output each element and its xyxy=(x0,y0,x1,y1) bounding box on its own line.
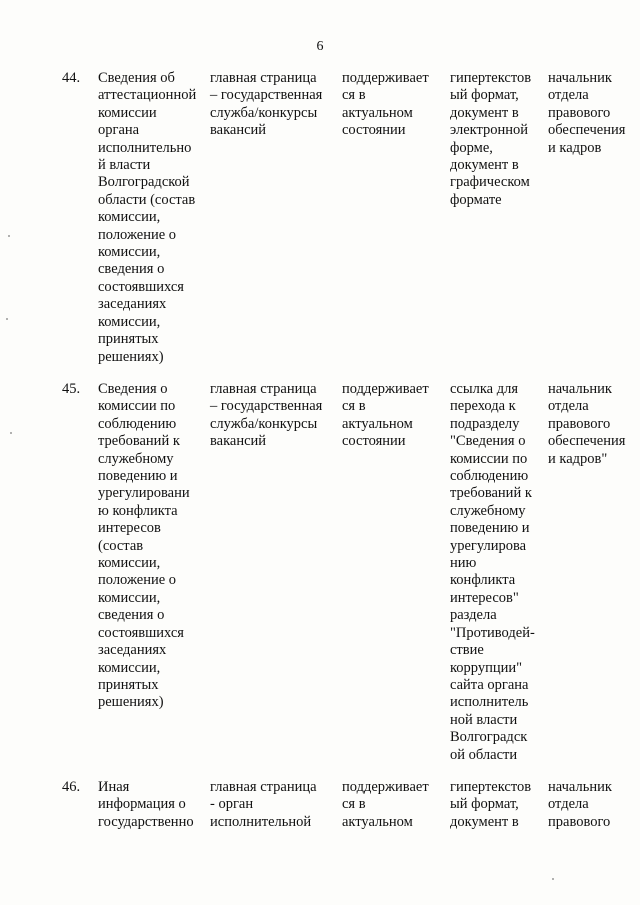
update-period-cell xyxy=(342,779,448,831)
cell-line: комиссии по xyxy=(98,398,176,415)
format-cell xyxy=(450,70,548,209)
cell-line: ый формат, xyxy=(450,87,519,104)
cell-line: положение о xyxy=(98,226,177,243)
format-cell xyxy=(450,381,548,764)
cell-line: гипертекстов xyxy=(450,779,532,795)
cell-line: комиссии, xyxy=(98,555,161,572)
cell-line: правового xyxy=(548,104,611,121)
cell-line: ствие xyxy=(450,642,484,659)
cell-line: Сведения о xyxy=(98,381,168,397)
cell-line: комиссии, xyxy=(98,313,161,330)
cell-line: комиссии, xyxy=(98,589,161,606)
cell-line: области (состав xyxy=(98,191,196,208)
cell-line: Волгоградской xyxy=(98,174,190,191)
cell-line: вакансий xyxy=(210,122,267,139)
responsible-cell xyxy=(548,70,640,157)
cell-line: поддерживает xyxy=(342,381,429,397)
cell-line: ый формат, xyxy=(450,796,519,813)
cell-line: и кадров xyxy=(548,139,602,156)
cell-line: заседаниях xyxy=(98,642,167,659)
cell-line: й власти xyxy=(98,157,151,174)
responsible-cell xyxy=(548,779,640,831)
cell-line: главная страница xyxy=(210,381,317,397)
location-cell xyxy=(210,70,340,140)
cell-line: вакансий xyxy=(210,433,267,450)
cell-line: коррупции" xyxy=(450,659,523,676)
scan-speck xyxy=(8,235,10,237)
cell-line: государственно xyxy=(98,813,194,830)
cell-line: электронной xyxy=(450,122,529,139)
format-cell xyxy=(450,779,548,831)
cell-line: "Сведения о xyxy=(450,433,526,450)
cell-line: сведения о xyxy=(98,607,165,624)
cell-line: и кадров" xyxy=(548,450,608,467)
cell-line: урегулировани xyxy=(98,485,190,502)
cell-line: отдела xyxy=(548,398,589,415)
cell-line: отдела xyxy=(548,87,589,104)
cell-line: главная страница xyxy=(210,779,317,795)
cell-line: Волгоградск xyxy=(450,729,528,746)
cell-line: состоянии xyxy=(342,122,406,139)
scan-speck xyxy=(6,318,8,320)
page-number: 6 xyxy=(316,39,324,54)
cell-line: комиссии, xyxy=(98,209,161,226)
row-number: 46. xyxy=(62,779,81,795)
cell-line: комиссии, xyxy=(98,659,161,676)
row-number: 45. xyxy=(62,381,81,397)
cell-line: принятых xyxy=(98,331,159,348)
cell-line: состоянии xyxy=(342,433,406,450)
cell-line: исполнительной xyxy=(210,813,312,830)
cell-line: соблюдению xyxy=(98,415,177,432)
scan-speck xyxy=(552,878,554,880)
cell-line: – государственная xyxy=(210,87,323,104)
cell-line: конфликта xyxy=(450,572,516,589)
cell-line: актуальном xyxy=(342,104,413,121)
cell-line: ой области xyxy=(450,746,518,763)
cell-line: документ в xyxy=(450,813,519,830)
cell-line: урегулирова xyxy=(450,537,527,554)
cell-line: гипертекстов xyxy=(450,70,532,86)
responsible-cell xyxy=(548,381,640,468)
cell-line: поведению и xyxy=(98,468,178,485)
cell-line: аттестационной xyxy=(98,87,197,104)
cell-line: комиссии xyxy=(98,104,157,121)
cell-line: - орган xyxy=(210,796,254,813)
info-name-cell xyxy=(98,381,208,712)
cell-line: раздела xyxy=(450,607,497,624)
cell-line: соблюдению xyxy=(450,468,529,485)
cell-line: документ в xyxy=(450,157,519,174)
cell-line: требований к xyxy=(450,485,532,502)
cell-line: решениях) xyxy=(98,694,164,711)
cell-line: отдела xyxy=(548,796,589,813)
cell-line: главная страница xyxy=(210,70,317,86)
cell-line: требований к xyxy=(98,433,180,450)
cell-line: поддерживает xyxy=(342,779,429,795)
cell-line: служебному xyxy=(450,502,526,519)
cell-line: заседаниях xyxy=(98,296,167,313)
cell-line: решениях) xyxy=(98,348,164,365)
cell-line: комиссии, xyxy=(98,244,161,261)
cell-line: Иная xyxy=(98,779,130,795)
update-period-cell xyxy=(342,381,448,451)
cell-line: начальник xyxy=(548,779,612,795)
cell-line: ся в xyxy=(342,87,366,104)
cell-line: служба/конкурсы xyxy=(210,415,318,432)
cell-line: поведению и xyxy=(450,520,530,537)
cell-line: документ в xyxy=(450,104,519,121)
cell-line: формате xyxy=(450,191,502,208)
cell-line: состоявшихся xyxy=(98,278,184,295)
cell-line: нию xyxy=(450,555,477,572)
cell-line: (состав xyxy=(98,537,144,554)
cell-line: начальник xyxy=(548,381,612,397)
row-number: 44. xyxy=(62,70,81,86)
cell-line: поддерживает xyxy=(342,70,429,86)
cell-line: "Противодей- xyxy=(450,624,535,641)
cell-line: ю конфликта xyxy=(98,502,178,519)
cell-line: – государственная xyxy=(210,398,323,415)
cell-line: комиссии по xyxy=(450,450,528,467)
update-period-cell xyxy=(342,70,448,140)
cell-line: принятых xyxy=(98,676,159,693)
cell-line: интересов xyxy=(98,520,161,537)
cell-line: информация о xyxy=(98,796,186,813)
cell-line: графическом xyxy=(450,174,530,191)
cell-line: форме, xyxy=(450,139,493,156)
cell-line: обеспечения xyxy=(548,433,626,450)
cell-line: ся в xyxy=(342,398,366,415)
cell-line: служба/конкурсы xyxy=(210,104,318,121)
cell-line: правового xyxy=(548,415,611,432)
cell-line: служебному xyxy=(98,450,174,467)
cell-line: перехода к xyxy=(450,398,516,415)
cell-line: сайта органа xyxy=(450,676,529,693)
cell-line: актуальном xyxy=(342,813,413,830)
cell-line: состоявшихся xyxy=(98,624,184,641)
location-cell xyxy=(210,381,340,451)
cell-line: ся в xyxy=(342,796,366,813)
cell-line: исполнительно xyxy=(98,139,192,156)
cell-line: исполнитель xyxy=(450,694,529,711)
cell-line: Сведения об xyxy=(98,70,175,86)
cell-line: актуальном xyxy=(342,415,413,432)
cell-line: интересов" xyxy=(450,589,519,606)
info-name-cell xyxy=(98,779,208,831)
cell-line: органа xyxy=(98,122,140,139)
cell-line: ной власти xyxy=(450,711,518,728)
cell-line: ссылка для xyxy=(450,381,519,397)
cell-line: обеспечения xyxy=(548,122,626,139)
cell-line: начальник xyxy=(548,70,612,86)
cell-line: правового xyxy=(548,813,611,830)
info-name-cell xyxy=(98,70,208,366)
scan-speck xyxy=(10,432,12,434)
location-cell xyxy=(210,779,340,831)
cell-line: сведения о xyxy=(98,261,165,278)
cell-line: подразделу xyxy=(450,415,520,432)
cell-line: положение о xyxy=(98,572,177,589)
